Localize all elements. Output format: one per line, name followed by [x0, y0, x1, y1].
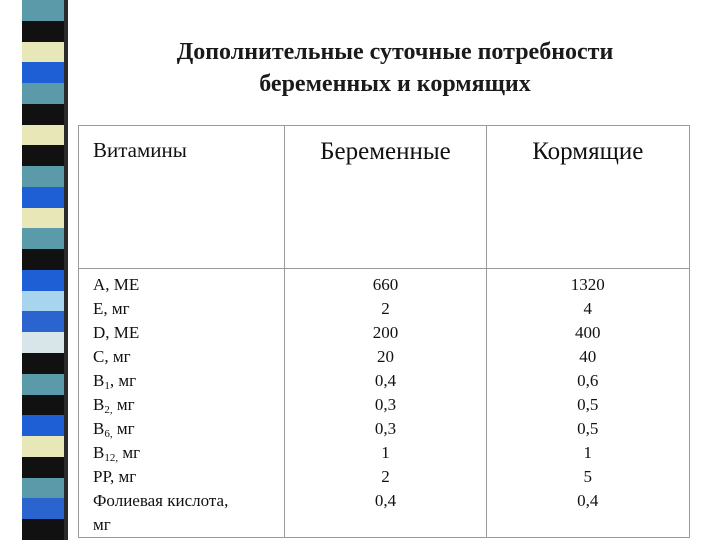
vitamin-label: PP, мг [93, 467, 137, 486]
lactating-value: 40 [579, 347, 597, 366]
pregnant-value: 2 [381, 299, 390, 318]
lactating-value: 4 [583, 299, 593, 318]
vitamin-label: Фолиевая кислота, [93, 491, 229, 510]
stripe-segment [22, 478, 64, 499]
vitamin-label: B [93, 395, 105, 414]
vitamin-label: B [93, 371, 105, 390]
stripe-segment [22, 104, 64, 125]
lactating-value: 1320 [570, 275, 605, 294]
vitamin-label: B [93, 443, 105, 462]
vitamin-name [93, 417, 284, 441]
pregnant-value: 0,3 [374, 419, 397, 438]
vitamin-unit: мг [112, 395, 135, 414]
table-body-row [79, 269, 690, 538]
stripe-segment [22, 332, 64, 353]
vitamin-name [93, 393, 284, 417]
stripe-segment [22, 353, 64, 374]
vitamin-label: мг [93, 515, 111, 534]
vitamin-subscript: 2, [104, 404, 113, 416]
vitamin-label: C, мг [93, 347, 131, 366]
vitamin-name [93, 297, 284, 321]
vitamin-requirements-table [78, 125, 690, 538]
stripe-segment [22, 270, 64, 291]
stripe-segment [22, 208, 64, 229]
stripe-segment [22, 42, 64, 63]
stripe-segment [22, 62, 64, 83]
vitamin-unit: , мг [109, 371, 137, 390]
pregnant-value: 0,4 [374, 371, 397, 390]
vitamin-name [93, 513, 284, 537]
pregnant-value: 2 [381, 467, 390, 486]
header-vitamins: Витамины [79, 126, 285, 269]
stripe-segment [22, 228, 64, 249]
lactating-value: 0,5 [577, 395, 599, 414]
lactating-value: 400 [575, 323, 601, 342]
lactating-value: 0,4 [577, 491, 599, 510]
title-line-1: Дополнительные суточные потребности [176, 39, 614, 65]
stripe-segment [22, 83, 64, 104]
stripe-segment [22, 291, 64, 312]
title-line-2: беременных и кормящих [259, 71, 531, 97]
header-lactating: Кормящие [486, 126, 689, 269]
pregnant-values-cell [285, 269, 486, 538]
vitamin-name [93, 465, 284, 489]
vitamin-name [93, 441, 284, 465]
stripe-segment [22, 125, 64, 146]
vitamin-name [93, 273, 284, 297]
vitamin-subscript: 1 [104, 380, 110, 392]
table-header-row [79, 126, 690, 269]
pregnant-value: 0,4 [374, 491, 397, 510]
slide-title [70, 36, 720, 100]
pregnant-value: 20 [376, 347, 394, 366]
stripe-segment [22, 519, 64, 540]
stripe-segment [22, 166, 64, 187]
stripe-segment [22, 0, 64, 21]
stripe-segment [22, 21, 64, 42]
stripe-segment [22, 498, 64, 519]
vitamin-unit: мг [112, 419, 135, 438]
vitamin-label: A, ME [93, 275, 140, 294]
stripe-bar-edge [64, 0, 68, 540]
stripe-segment [22, 145, 64, 166]
pregnant-value: 200 [372, 323, 399, 342]
stripe-segment [22, 374, 64, 395]
vitamin-names-cell [79, 269, 285, 538]
header-pregnant: Беременные [285, 126, 486, 269]
stripe-segment [22, 187, 64, 208]
stripe-segment [22, 436, 64, 457]
vitamin-label: D, ME [93, 323, 140, 342]
vitamin-label: E, мг [93, 299, 130, 318]
stripe-segment [22, 415, 64, 436]
pregnant-value: 660 [372, 275, 399, 294]
stripe-segment [22, 311, 64, 332]
pregnant-value: 0,3 [374, 395, 397, 414]
vitamin-name [93, 321, 284, 345]
lactating-values-cell [486, 269, 689, 538]
decorative-stripe-bar [22, 0, 64, 540]
vitamin-subscript: 6, [104, 428, 113, 440]
vitamin-label: B [93, 419, 105, 438]
vitamin-name [93, 345, 284, 369]
stripe-segment [22, 249, 64, 270]
lactating-value: 0,6 [577, 371, 599, 390]
stripe-segment [22, 457, 64, 478]
vitamin-subscript: 12, [104, 452, 119, 464]
vitamin-name [93, 369, 284, 393]
vitamin-name [93, 489, 284, 513]
lactating-value: 1 [583, 443, 593, 462]
pregnant-value: 1 [381, 443, 390, 462]
lactating-value: 5 [583, 467, 593, 486]
vitamin-unit: мг [118, 443, 141, 462]
lactating-value: 0,5 [577, 419, 599, 438]
stripe-segment [22, 395, 64, 416]
